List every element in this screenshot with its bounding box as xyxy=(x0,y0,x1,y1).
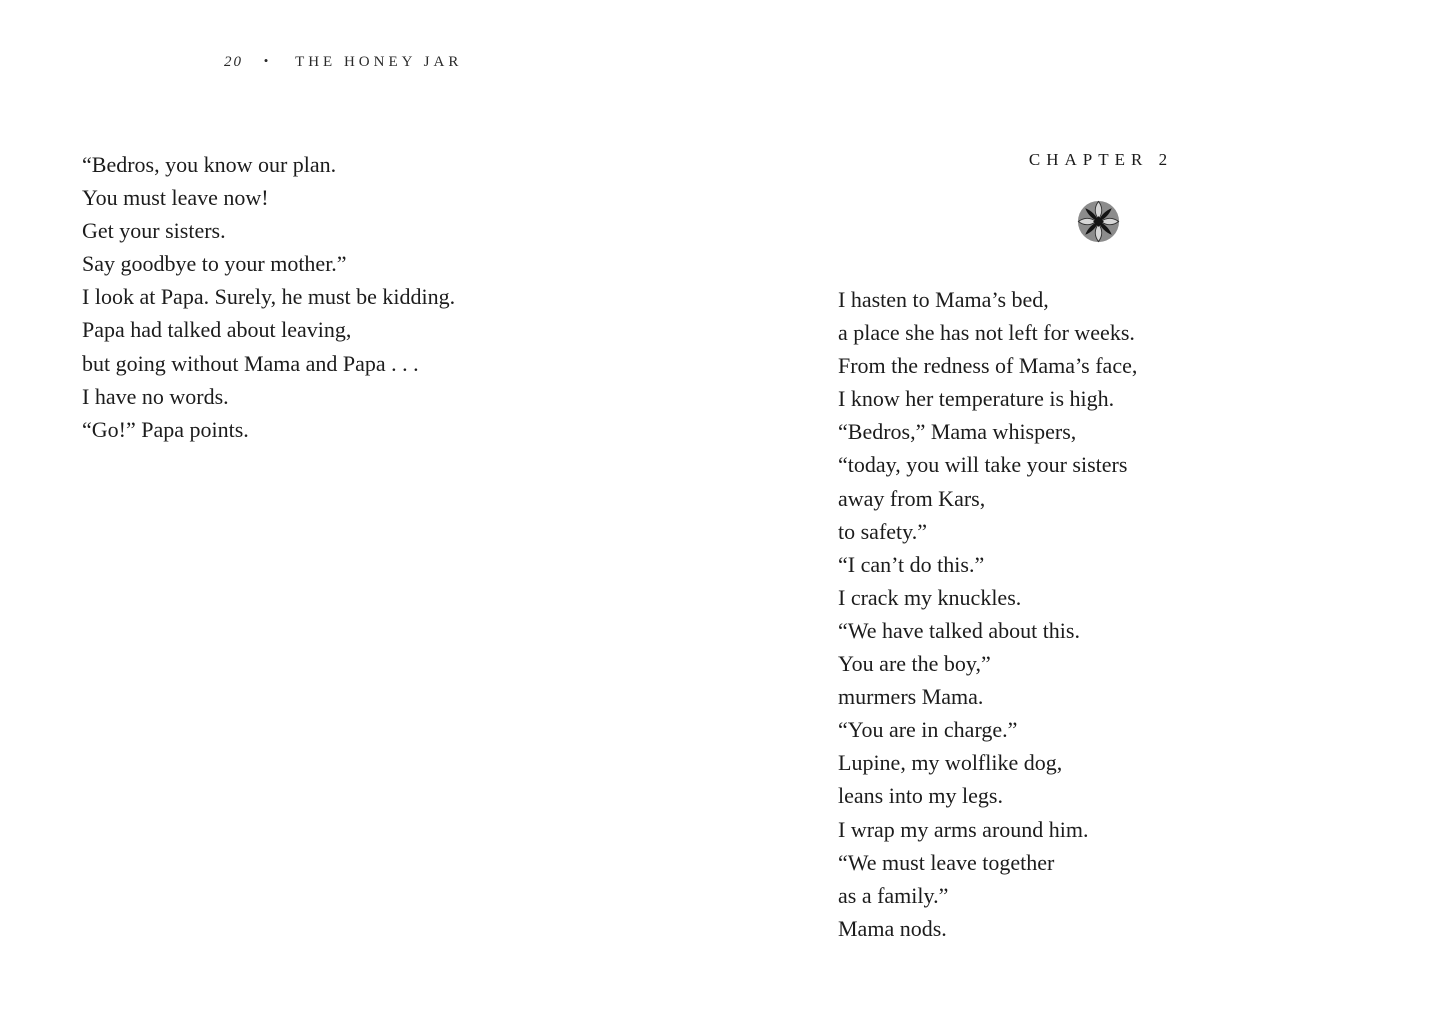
verse-line: “Bedros, you know our plan. xyxy=(82,152,337,177)
verse-line: as a family.” xyxy=(838,882,949,908)
verse-line: to safety.” xyxy=(838,518,927,544)
verse-line: Papa had talked about leaving, xyxy=(82,317,352,343)
verse-line: “You are in charge.” xyxy=(838,717,1018,743)
running-title: THE HONEY JAR xyxy=(295,54,463,70)
left-page-verse xyxy=(82,148,455,446)
right-page-verse xyxy=(838,283,1137,945)
verse-line: From the redness of Mama’s face, xyxy=(838,353,1138,379)
verse-line: Get your sisters. xyxy=(82,218,226,244)
verse-line: “today, you will take your sisters xyxy=(838,452,1128,478)
verse-line: “We have talked about this. xyxy=(838,617,1080,643)
verse-line: a place she has not left for weeks. xyxy=(838,320,1135,346)
verse-line: away from Kars, xyxy=(838,485,986,511)
verse-line: I look at Papa. Surely, he must be kidding. xyxy=(82,284,456,310)
verse-line: murmers Mama. xyxy=(838,684,984,710)
chapter-heading: CHAPTER 2 xyxy=(1028,150,1174,169)
chapter-ornament-icon xyxy=(1075,198,1122,245)
header-separator-dot: • xyxy=(263,53,272,68)
verse-line: “We must leave together xyxy=(838,849,1055,875)
verse-line: I know her temperature is high. xyxy=(838,386,1115,412)
verse-line: but going without Mama and Papa . . . xyxy=(82,350,419,376)
verse-line: Say goodbye to your mother.” xyxy=(82,251,347,277)
verse-line: Mama nods. xyxy=(838,915,947,941)
verse-line: “Go!” Papa points. xyxy=(82,416,249,442)
verse-line: Lupine, my wolflike dog, xyxy=(838,750,1063,776)
verse-line: You must leave now! xyxy=(82,185,269,211)
verse-line: I wrap my arms around him. xyxy=(838,816,1089,842)
verse-line: I have no words. xyxy=(82,383,229,409)
page-number: 20 xyxy=(224,54,243,70)
verse-line: I hasten to Mama’s bed, xyxy=(838,287,1049,312)
verse-line: leans into my legs. xyxy=(838,783,1003,809)
running-header xyxy=(224,53,462,71)
verse-line: You are the boy,” xyxy=(838,651,991,677)
verse-line: “Bedros,” Mama whispers, xyxy=(838,419,1077,445)
verse-line: “I can’t do this.” xyxy=(838,551,985,577)
verse-line: I crack my knuckles. xyxy=(838,584,1022,610)
